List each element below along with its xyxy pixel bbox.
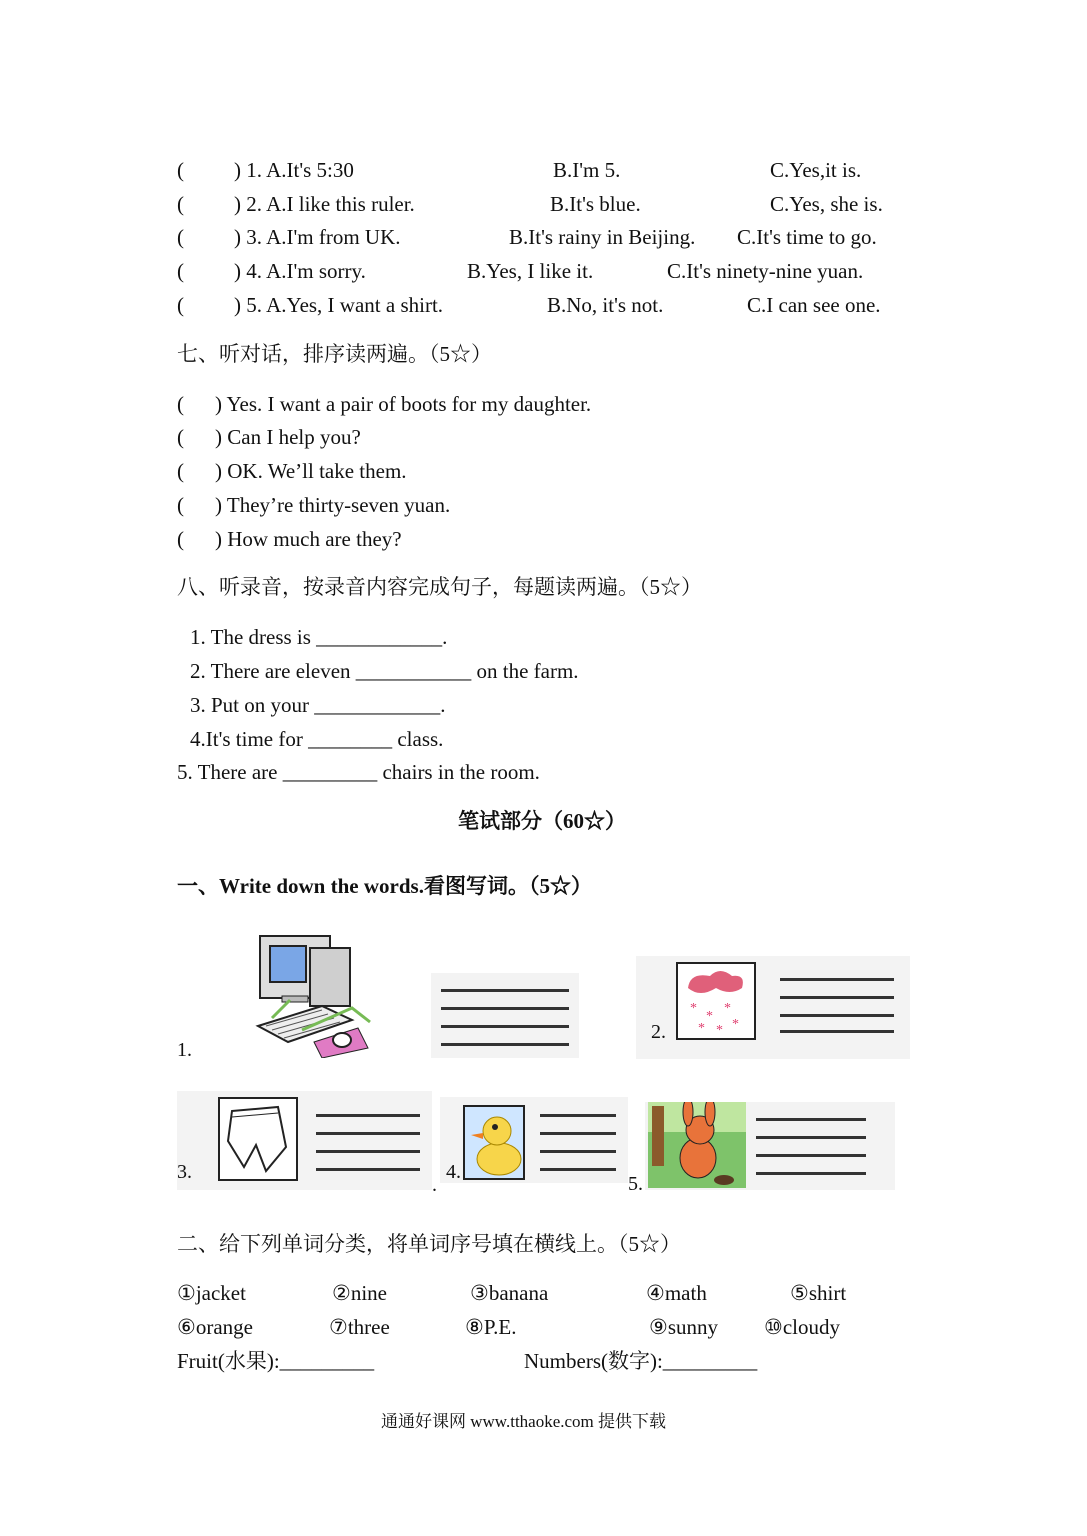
word-4: ④math <box>646 1281 707 1305</box>
svg-text:*: * <box>690 1001 697 1016</box>
svg-text:*: * <box>732 1017 739 1032</box>
option-c: C.It's ninety-nine yuan. <box>667 259 864 283</box>
option-c: C.Yes,it is. <box>770 158 862 182</box>
paren: ( <box>177 259 184 283</box>
paren: ( <box>177 459 184 483</box>
word-9: ⑨sunny <box>649 1315 718 1339</box>
dialog-line: ) Can I help you? <box>215 425 361 449</box>
word-6: ⑥orange <box>177 1315 253 1339</box>
paren: ( <box>177 225 184 249</box>
item-label-2: 2. <box>651 1021 666 1043</box>
rabbit-icon <box>648 1102 746 1188</box>
option-c: C.Yes, she is. <box>770 192 883 216</box>
written-1-title: 一、Write down the words.看图写词。（5☆） <box>177 874 592 898</box>
option-a: ) 3. A.I'm from UK. <box>234 225 401 249</box>
option-a: ) 4. A.I'm sorry. <box>234 259 366 283</box>
svg-text:*: * <box>698 1021 705 1036</box>
word-3: ③banana <box>470 1281 549 1305</box>
paren: ( <box>177 293 184 317</box>
option-c: C.It's time to go. <box>737 225 877 249</box>
sentence-4: 4.It's time for ________ class. <box>190 727 444 751</box>
section-8-title: 八、听录音，按录音内容完成句子，每题读两遍。（5☆） <box>177 575 702 599</box>
shorts-icon <box>218 1097 298 1181</box>
paren: ( <box>177 192 184 216</box>
paren: ( <box>177 425 184 449</box>
option-c: C.I can see one. <box>747 293 881 317</box>
answer-lines-1 <box>431 973 579 1058</box>
option-a: ) 2. A.I like this ruler. <box>234 192 415 216</box>
answer-lines-4 <box>530 1106 626 1176</box>
item-label-3: 3. <box>177 1161 192 1183</box>
word-10: ⑩cloudy <box>764 1315 840 1339</box>
numbers-blank: Numbers(数字):_________ <box>524 1349 758 1373</box>
sentence-5: 5. There are _________ chairs in the room. <box>177 760 540 784</box>
svg-text:*: * <box>716 1023 723 1038</box>
answer-lines-2 <box>770 966 904 1036</box>
paren: ( <box>177 527 184 551</box>
answer-lines-5 <box>746 1110 876 1180</box>
dialog-line: ) How much are they? <box>215 527 402 551</box>
duck-icon <box>463 1105 525 1180</box>
word-8: ⑧P.E. <box>465 1315 517 1339</box>
answer-lines-3 <box>306 1106 430 1176</box>
fruit-blank: Fruit(水果):_________ <box>177 1349 375 1373</box>
word-5: ⑤shirt <box>790 1281 847 1305</box>
snowy-cloud-icon <box>676 962 756 1040</box>
item-label-5: 5. <box>628 1173 643 1195</box>
option-b: B.No, it's not. <box>547 293 664 317</box>
svg-text:*: * <box>724 1001 731 1016</box>
dialog-line: ) Yes. I want a pair of boots for my daughter. <box>215 392 592 416</box>
sentence-2: 2. There are eleven ___________ on the farm. <box>190 659 579 683</box>
item-label-4: 4. <box>446 1161 461 1183</box>
item-label-1: 1. <box>177 1039 192 1061</box>
word-2: ②nine <box>332 1281 387 1305</box>
paren: ( <box>177 158 184 182</box>
option-b: B.It's rainy in Beijing. <box>509 225 696 249</box>
word-7: ⑦three <box>329 1315 390 1339</box>
dialog-line: ) OK. We’ll take them. <box>215 459 407 483</box>
paren: ( <box>177 392 184 416</box>
option-a: ) 1. A.It's 5:30 <box>234 158 354 182</box>
separator-dot: . <box>432 1174 437 1196</box>
option-b: B.Yes, I like it. <box>467 259 594 283</box>
footer-text: 通通好课网 www.tthaoke.com 提供下载 <box>381 1412 667 1431</box>
sentence-1: 1. The dress is ____________. <box>190 625 448 649</box>
written-2-title <box>177 1230 681 1258</box>
computer-icon <box>252 930 374 1058</box>
section-7-title: 七、听对话，排序读两遍。（5☆） <box>177 342 492 366</box>
paren: ( <box>177 493 184 517</box>
written-part-title: 笔试部分（60☆） <box>458 809 626 833</box>
sentence-3: 3. Put on your ____________. <box>190 693 446 717</box>
dialog-line: ) They’re thirty-seven yuan. <box>215 493 451 517</box>
option-a: ) 5. A.Yes, I want a shirt. <box>234 293 444 317</box>
word-1: ①jacket <box>177 1281 246 1305</box>
written-2-title-text: 二、给下列单词分类，将单词序号填在横线上。（5☆） <box>177 1232 681 1256</box>
svg-text:*: * <box>706 1009 713 1024</box>
option-b: B.It's blue. <box>550 192 641 216</box>
option-b: B.I'm 5. <box>553 158 621 182</box>
